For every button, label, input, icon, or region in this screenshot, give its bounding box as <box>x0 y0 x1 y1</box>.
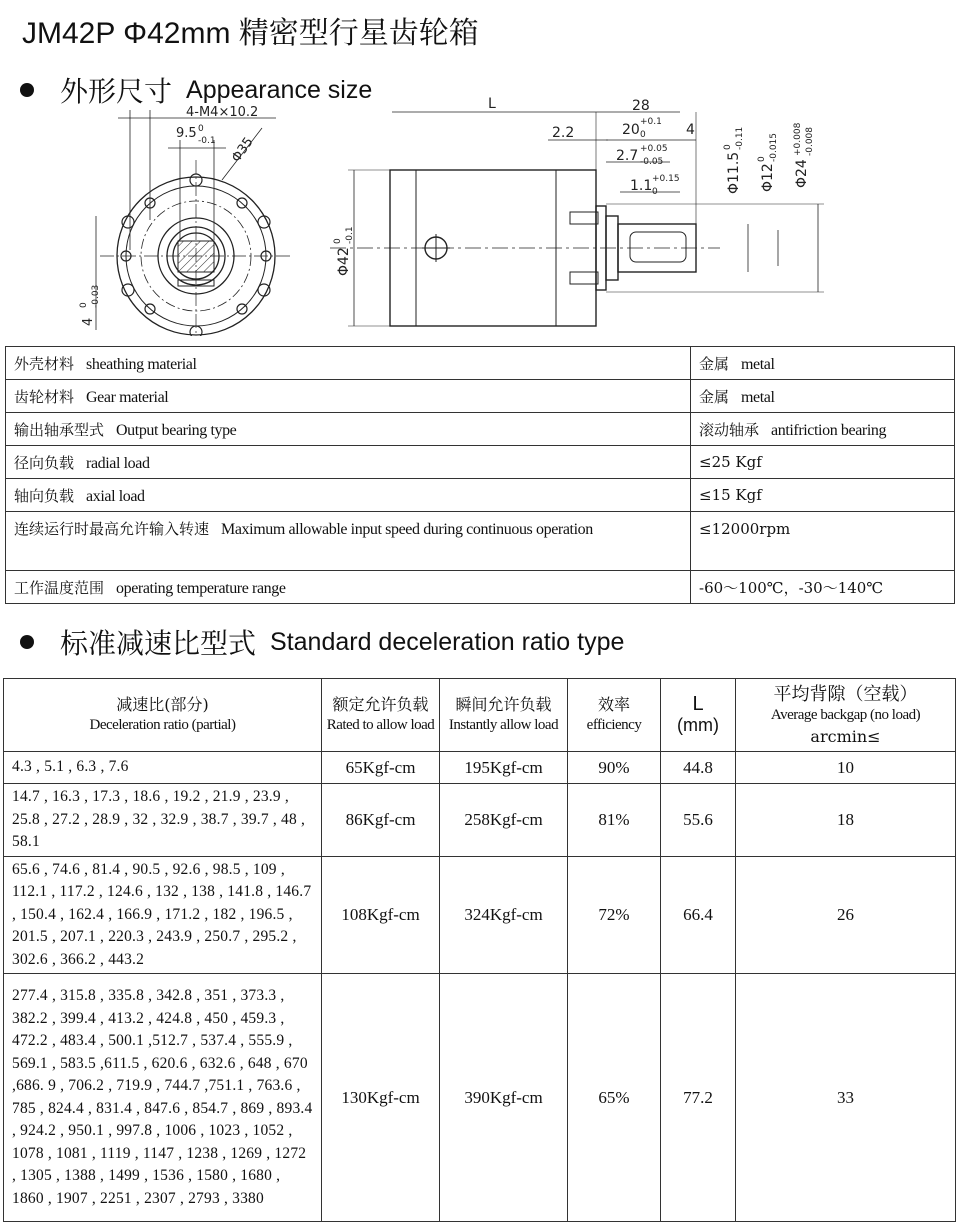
header-ratio-en: Deceleration ratio (partial) <box>89 717 236 733</box>
instant-load: 324Kgf-cm <box>440 856 568 974</box>
header-backlash-cn: 平均背隙（空载） <box>773 683 918 705</box>
bullet-icon <box>20 83 34 97</box>
label-phi12: Φ12 <box>760 163 776 192</box>
col-header-ratio <box>4 679 322 752</box>
label-4: 4 <box>81 317 96 326</box>
label-20-tol-lo: 0 <box>640 130 646 140</box>
spec-name-en: axial load <box>86 487 145 505</box>
label-phi11-5-tol-up: 0 <box>723 144 733 150</box>
bullet-icon <box>20 635 34 649</box>
col-header-L <box>661 679 736 752</box>
spec-name-en: sheathing material <box>86 355 197 373</box>
label-20-tol-up: +0.1 <box>640 117 662 127</box>
spec-table <box>5 346 955 604</box>
backlash: 26 <box>736 856 956 974</box>
ratio-table <box>3 678 956 1222</box>
ratio-list: 14.7 , 16.3 , 17.3 , 18.6 , 19.2 , 21.9 , 23.9 , 25.8 , 27.2 , 28.9 , 32 , 32.9 , 38.7 , 39.7 , 48 , 58.1 <box>4 784 322 857</box>
length-L: 77.2 <box>661 974 736 1222</box>
header-eff-en: efficiency <box>586 717 642 733</box>
label-2-7-tol-up: +0.05 <box>640 144 668 154</box>
header-ratio-cn: 减速比(部分) <box>116 695 209 714</box>
label-9-5: 9.5 <box>176 126 197 141</box>
label-phi11-5-tol-lo: -0.11 <box>735 126 745 150</box>
label-phi24: Φ24 <box>794 159 810 188</box>
spec-name-cn: 轴向负载 <box>14 486 75 505</box>
instant-load: 258Kgf-cm <box>440 784 568 857</box>
header-L-unit: (mm) <box>677 715 719 735</box>
header-L: L <box>692 693 704 715</box>
table-row <box>6 347 955 380</box>
spec-value-en: metal <box>741 355 775 373</box>
section-title-en: Standard deceleration ratio type <box>270 627 625 656</box>
ratio-list: 65.6 , 74.6 , 81.4 , 90.5 , 92.6 , 98.5 , 109 , 112.1 , 117.2 , 124.6 , 132 , 138 , 141.8 , 146.7 , 150.4 , 162.4 , 166.9 , 171.2 , 182 , 196.5 , 201.5 , 207.1 , 220.3 , 243.9 , 250.7 , 295.2 , 302.6 , 366.2 , 443.2 <box>4 856 322 974</box>
ratio-list: 277.4 , 315.8 , 335.8 , 342.8 , 351 , 373.3 , 382.2 , 399.4 , 413.2 , 424.8 , 450 , 459.3 , 472.2 , 483.4 , 500.1 ,512.7 , 537.4 , 555.9 , 569.1 , 583.5 ,611.5 , 620.6 , 632.6 , 648 , 670 ,686. 9 , 706.2 , 719.9 , 744.7 ,751.1 , 763.6 , 785 , 824.4 , 831.4 , 847.6 , 854.7 , 869 , 893.4 , 924.2 , 950.1 , 997.8 , 1006 , 1023 , 1052 , 1078 , 1081 , 1119 , 1147 , 1238 , 1269 , 1272 , 1305 , 1388 , 1499 , 1536 , 1580 , 1680 , 1860 , 1907 , 2251 , 2307 , 2793 , 3380 <box>4 974 322 1222</box>
efficiency: 90% <box>568 752 661 784</box>
label-phi24-tol-lo: -0.008 <box>805 126 815 156</box>
spec-name-en: radial load <box>86 454 150 472</box>
spec-name-cn: 齿轮材料 <box>14 387 75 406</box>
efficiency: 81% <box>568 784 661 857</box>
spec-value-cn: 金属 <box>699 354 730 373</box>
label-2-2: 2.2 <box>552 125 575 141</box>
label-phi42-tol-lo: -0.1 <box>345 226 355 244</box>
header-rated-cn: 额定允许负载 <box>332 695 429 714</box>
spec-name-en: Output bearing type <box>116 421 237 439</box>
label-phi11-5: Φ11.5 <box>726 151 742 194</box>
length-L: 66.4 <box>661 856 736 974</box>
table-row <box>6 479 955 512</box>
spec-name-cn: 工作温度范围 <box>14 578 105 597</box>
backlash: 10 <box>736 752 956 784</box>
rated-load: 65Kgf-cm <box>322 752 440 784</box>
label-4m4: 4-M4×10.2 <box>186 105 259 120</box>
rated-load: 86Kgf-cm <box>322 784 440 857</box>
spec-value-cn: ≤25 Kgf <box>699 452 762 471</box>
table-row <box>4 752 956 784</box>
spec-value-cn: ≤15 Kgf <box>699 485 762 504</box>
label-4-tol-lo: -0.03 <box>91 284 101 308</box>
section-title-cn: 标准减速比型式 <box>60 627 257 660</box>
spec-value-cn: -60～100℃，-30～140℃ <box>699 578 884 597</box>
label-28: 28 <box>632 98 650 114</box>
table-row <box>4 974 956 1222</box>
section-title-cn: 外形尺寸 <box>60 75 173 108</box>
header-rated-en: Rated to allow load <box>326 717 435 733</box>
table-row <box>4 856 956 974</box>
label-phi42-tol-up: 0 <box>333 238 343 244</box>
label-2-7-tol-lo: -0.05 <box>640 157 664 167</box>
label-phi24-tol-up: +0.008 <box>793 122 803 156</box>
spec-name-en: Gear material <box>86 388 169 406</box>
header-backlash-en: Average backgap (no load) <box>770 706 921 723</box>
header-eff-cn: 效率 <box>597 695 630 714</box>
dimension-drawing <box>0 96 960 336</box>
side-view <box>330 112 824 326</box>
col-header-instant <box>440 679 568 752</box>
table-row <box>4 784 956 857</box>
table-row <box>6 446 955 479</box>
col-header-rated <box>322 679 440 752</box>
instant-load: 390Kgf-cm <box>440 974 568 1222</box>
header-backlash-unit: arcmin≤ <box>810 726 881 746</box>
label-4-side: 4 <box>686 122 695 138</box>
label-L: L <box>488 96 496 112</box>
length-L: 55.6 <box>661 784 736 857</box>
table-header-row <box>4 679 956 752</box>
label-9-5-tol-lo: -0.1 <box>198 136 216 146</box>
spec-name-en: Maximum allowable input speed during continuous operation <box>221 521 593 538</box>
front-view <box>96 110 292 336</box>
page-title: JM42P Φ42mm 精密型行星齿轮箱 <box>22 17 479 50</box>
instant-load: 195Kgf-cm <box>440 752 568 784</box>
spec-value-cn: 金属 <box>699 387 730 406</box>
efficiency: 72% <box>568 856 661 974</box>
ratio-list: 4.3 , 5.1 , 6.3 , 7.6 <box>4 752 322 784</box>
label-1-1: 1.1 <box>630 178 653 194</box>
spec-value-en: antifriction bearing <box>771 421 887 439</box>
label-1-1-tol-lo: 0 <box>652 187 658 197</box>
spec-name-cn: 连续运行时最高允许输入转速 <box>14 520 210 538</box>
label-phi42: Φ42 <box>336 247 352 276</box>
header-instant-en: Instantly allow load <box>448 717 559 733</box>
spec-name-cn: 输出轴承型式 <box>14 420 105 439</box>
backlash: 18 <box>736 784 956 857</box>
table-row <box>6 380 955 413</box>
header-instant-cn: 瞬间允许负载 <box>455 695 552 714</box>
rated-load: 130Kgf-cm <box>322 974 440 1222</box>
spec-name-en: operating temperature range <box>116 579 286 597</box>
label-phi12-tol-lo: -0.015 <box>769 132 779 162</box>
efficiency: 65% <box>568 974 661 1222</box>
spec-name-cn: 径向负载 <box>14 453 75 472</box>
label-phi35: Φ35 <box>228 134 257 166</box>
spec-value-cn: 滚动轴承 <box>699 420 760 439</box>
label-4-tol-up: 0 <box>79 302 89 308</box>
section-title-en: Appearance size <box>186 75 373 104</box>
col-header-backlash <box>736 679 956 752</box>
label-1-1-tol-up: +0.15 <box>652 174 680 184</box>
spec-name-cn: 外壳材料 <box>14 354 75 373</box>
spec-value-cn: ≤12000rpm <box>699 520 791 538</box>
table-row <box>6 512 955 571</box>
label-2-7: 2.7 <box>616 148 639 164</box>
table-row <box>6 571 955 604</box>
rated-load: 108Kgf-cm <box>322 856 440 974</box>
col-header-efficiency <box>568 679 661 752</box>
section-heading-ratio <box>20 622 624 662</box>
label-phi12-tol-up: 0 <box>757 156 767 162</box>
label-20: 20 <box>622 122 640 138</box>
table-row <box>6 413 955 446</box>
backlash: 33 <box>736 974 956 1222</box>
spec-value-en: metal <box>741 388 775 406</box>
length-L: 44.8 <box>661 752 736 784</box>
label-9-5-tol-up: 0 <box>198 124 204 134</box>
